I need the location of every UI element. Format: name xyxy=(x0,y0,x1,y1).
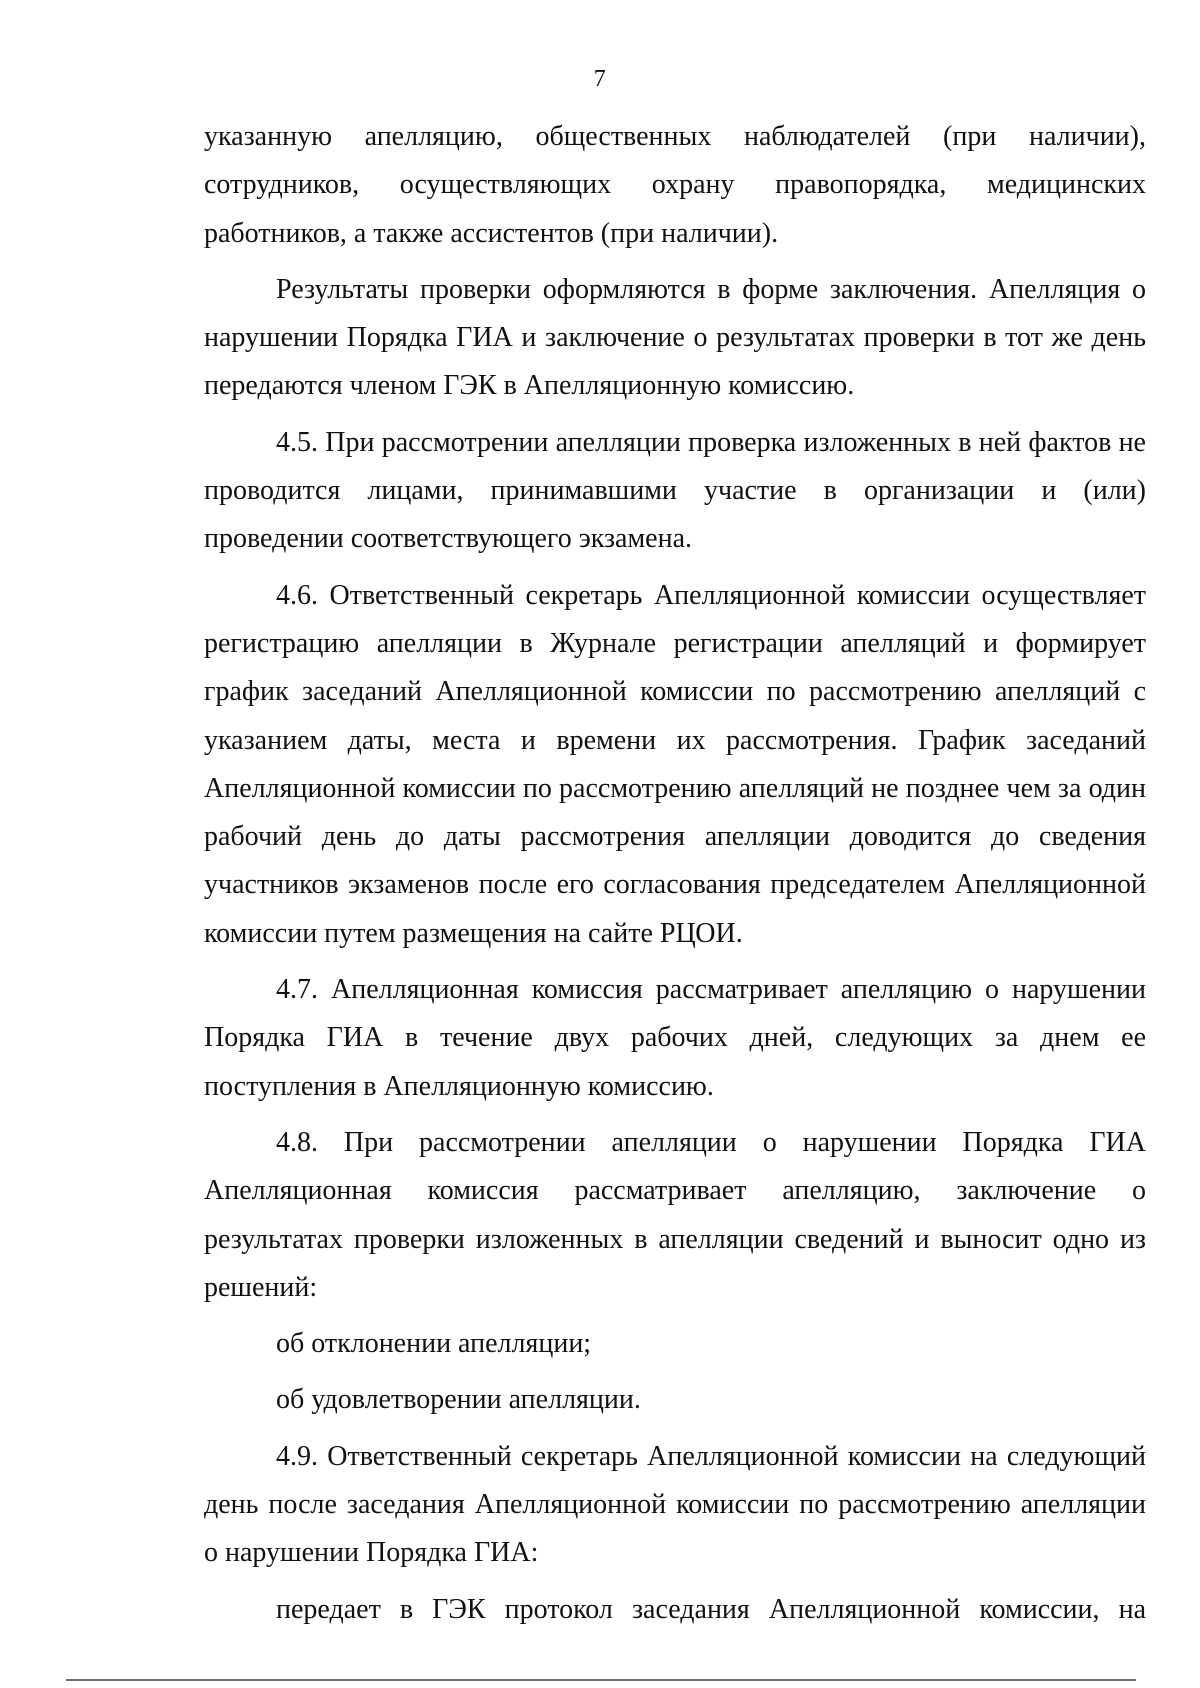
paragraph-continuation: указанную апелляцию, общественных наблюдателей (при наличии), сотрудников, осуществляющих охрану правопорядка, медицинских работников, а также ассистентов (при наличии). xyxy=(204,121,1146,249)
paragraph-check-results: Результаты проверки оформляются в форме заключения. Апелляция о нарушении Порядка ГИА и заключение о результатах проверки в тот же день передаются членом ГЭК в Апелляционную комиссию. xyxy=(204,273,1146,402)
scan-bottom-edge-line xyxy=(66,1679,1136,1681)
paragraph-4-6: 4.6. Ответственный секретарь Апелляционной комиссии осуществляет регистрацию апелляции в Журнале регистрации апелляций и формирует график заседаний Апелляционной комиссии по рассмотрению апелляций с указанием даты, места и времени их рассмотрения. График заседаний Апелляционной комиссии по рассмотрению апелляций не позднее чем за один рабочий день до даты рассмотрения апелляции доводится до сведения участников экзаменов после его согласования председателем Апелляционной комиссии путем размещения на сайте РЦОИ. xyxy=(204,579,1146,949)
paragraph-4-5: 4.5. При рассмотрении апелляции проверка изложенных в ней фактов не проводится лицами, принимавшими участие в организации и (или) проведении соответствующего экзамена. xyxy=(204,426,1146,555)
paragraph-4-7: 4.7. Апелляционная комиссия рассматривает апелляцию о нарушении Порядка ГИА в течение двух рабочих дней, следующих за днем ее поступления в Апелляционную комиссию. xyxy=(204,974,1146,1102)
page-number: 7 xyxy=(593,66,607,92)
decision-option-satisfy: об удовлетворении апелляции. xyxy=(276,1384,641,1416)
decision-option-reject: об отклонении апелляции; xyxy=(276,1328,592,1360)
paragraph-4-9-continuation: передает в ГЭК протокол заседания Апелляционной комиссии, на xyxy=(276,1593,1146,1625)
paragraph-4-8: 4.8. При рассмотрении апелляции о нарушении Порядка ГИА Апелляционная комиссия рассматривает апелляцию, заключение о результатах проверки изложенных в апелляции сведений и выносит одно из решений: xyxy=(204,1126,1146,1303)
document-body xyxy=(204,113,1146,1634)
paragraph-4-9: 4.9. Ответственный секретарь Апелляционной комиссии на следующий день после заседания Апелляционной комиссии по рассмотрению апелляции о нарушении Порядка ГИА: xyxy=(204,1440,1146,1569)
